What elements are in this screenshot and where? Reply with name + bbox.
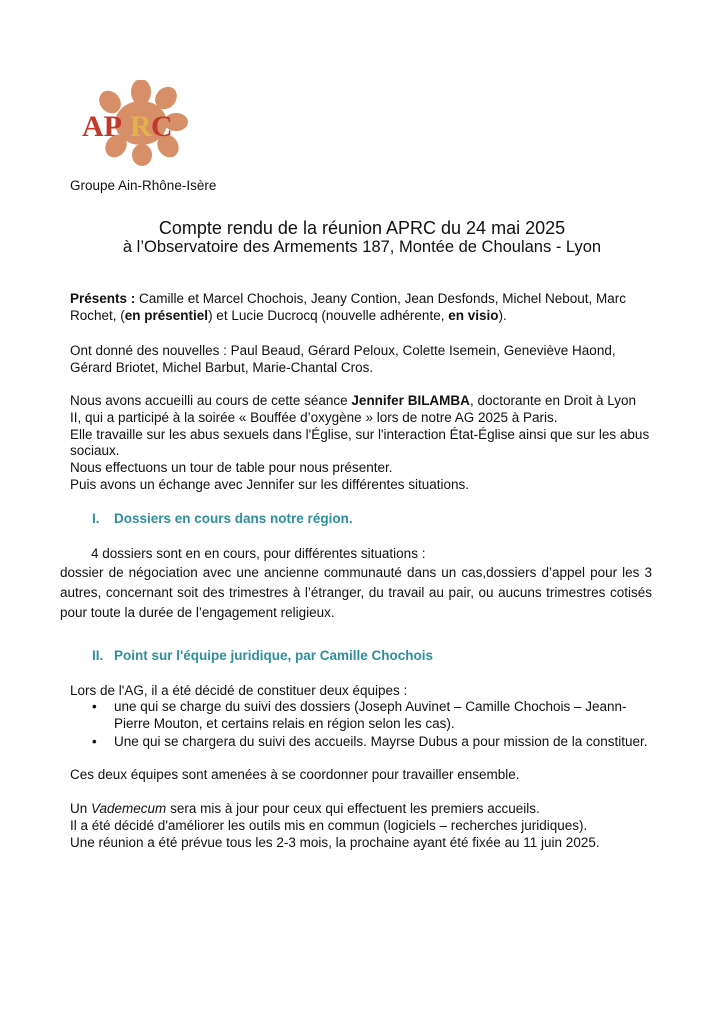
teams-list	[88, 699, 648, 751]
list-item-text: une qui se charge du suivi des dossiers (Joseph Auvinet – Camille Chochois – Jeann-Pierre Mouton, et certains relais en région selon les cas).	[114, 699, 627, 731]
guest-name: Jennifer BILAMBA	[351, 393, 470, 408]
list-item-text: Une qui se chargera du suivi des accueils. Mayrse Dubus a pour mission de la constituer.	[114, 733, 648, 749]
presents-bold-2: en visio	[448, 307, 499, 323]
bullet-icon: •	[92, 699, 97, 714]
accueil-line-2: Elle travaille sur les abus sexuels dans l'Église, sur l'interaction État-Église ainsi que sur les abus sociaux.	[70, 426, 650, 459]
vademecum-word: Vademecum	[91, 801, 167, 816]
document-title: Compte rendu de la réunion APRC du 24 mai 2025	[158, 218, 566, 238]
accueil-paragraph	[70, 393, 650, 494]
reunion-line: Une réunion a été prévue tous les 2-3 mois, la prochaine ayant été fixée au 11 juin 2025.	[70, 834, 600, 850]
section-2-after-bullets: Ces deux équipes sont amenées à se coordonner pour travailler ensemble.	[70, 767, 520, 782]
presents-text-2: ) et Lucie Ducrocq (nouvelle adhérente,	[208, 307, 449, 323]
section-2-heading	[92, 648, 433, 663]
section-1-heading	[92, 511, 353, 526]
accueil-line-4: Puis avons un échange avec Jennifer sur les différentes situations.	[70, 476, 469, 492]
document-subtitle: à l’Observatoire des Armements 187, Montée de Choulans - Lyon	[122, 238, 602, 256]
list-item	[88, 699, 648, 733]
section-1-intro: 4 dossiers sont en en cours, pour différentes situations :	[91, 546, 426, 561]
presents-text-3: ).	[498, 307, 507, 323]
presents-bold-1: en présentiel	[124, 307, 209, 323]
presents-paragraph	[70, 291, 650, 325]
section-1-body: dossier de négociation avec une ancienne communauté dans un cas,dossiers d’appel pour les 3 autres, concernant soit des trimestres à l’étranger, du travail au pair, ou aucuns trimestres cotisés pour toute la durée de l’engagement religieux.	[60, 565, 652, 620]
bullet-icon: •	[92, 733, 97, 749]
presents-text-1: Camille et Marcel Chochois, Jeany Contion, Jean Desfonds, Michel Nebout, Marc Rochet, (	[70, 291, 627, 323]
outils-line: Il a été décidé d'améliorer les outils mis en commun (logiciels – recherches juridiques).	[70, 817, 588, 833]
accueil-text-1: Nous avons accueilli au cours de cette séance	[70, 393, 352, 408]
section-2-intro: Lors de l'AG, il a été décidé de constituer deux équipes :	[70, 683, 408, 698]
group-name: Groupe Ain-Rhône-Isère	[70, 178, 217, 193]
section-2-closing	[70, 801, 650, 851]
aprc-logo	[78, 80, 204, 166]
svg-text:AP: AP	[82, 110, 122, 143]
section-2-number: II.	[92, 648, 104, 663]
presents-label: Présents :	[70, 291, 136, 306]
svg-text:C: C	[151, 110, 173, 143]
section-2-title: Point sur l'équipe juridique, par Camille Chochois	[114, 648, 434, 663]
aprc-logo-graphic	[78, 80, 204, 166]
list-item	[88, 734, 648, 751]
accueil-line-3: Nous effectuons un tour de table pour nous présenter.	[70, 460, 393, 476]
section-1-number: I.	[92, 511, 100, 526]
svg-text:R: R	[130, 110, 152, 143]
accueil-text-2: , doctorante en Droit à Lyon II, qui a participé à la soirée « Bouffée d’oxygène » lors de notre AG 2025 à Paris.	[70, 393, 637, 425]
nouvelles-paragraph: Ont donné des nouvelles : Paul Beaud, Gérard Peloux, Colette Isemein, Geneviève Haond, Gérard Briotet, Michel Barbut, Marie-Chantal Cros.	[70, 343, 616, 375]
section-1-title: Dossiers en cours dans notre région.	[114, 511, 353, 526]
vademecum-pre: Un	[70, 801, 92, 816]
vademecum-post: sera mis à jour pour ceux qui effectuent les premiers accueils.	[166, 801, 540, 816]
